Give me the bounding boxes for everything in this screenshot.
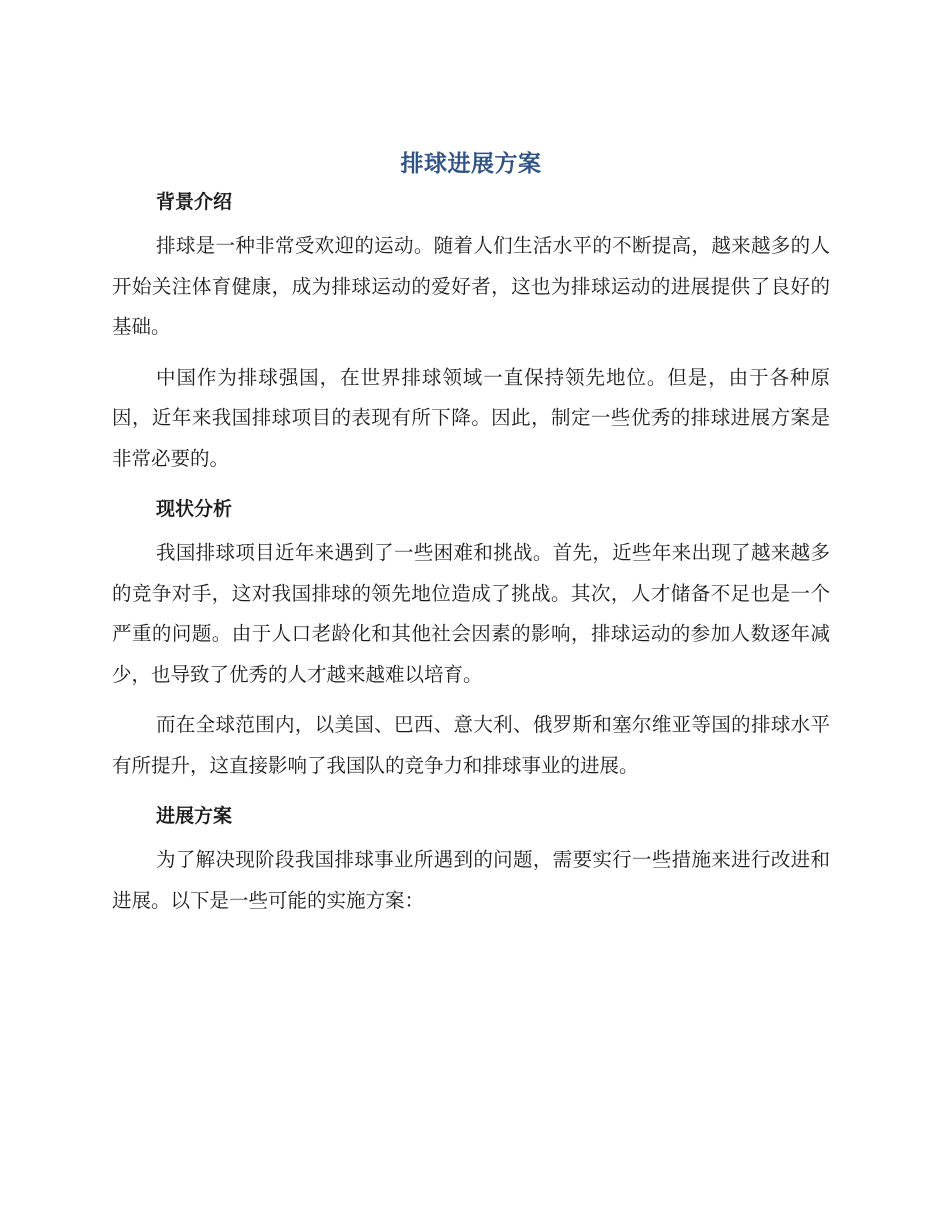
section-development-plan: [112, 802, 830, 921]
paragraph: 中国作为排球强国，在世界排球领域一直保持领先地位。但是，由于各种原因，近年来我国排球项目的表现有所下降。因此，制定一些优秀的排球进展方案是非常必要的。: [112, 365, 830, 470]
section-heading: 现状分析: [156, 498, 233, 520]
paragraph: 排球是一种非常受欢迎的运动。随着人们生活水平的不断提高，越来越多的人开始关注体育健康，成为排球运动的爱好者，这也为排球运动的进展提供了良好的基础。: [112, 234, 830, 338]
section-status-analysis: [112, 495, 830, 786]
paragraph: 我国排球项目近年来遇到了一些困难和挑战。首先，近些年来出现了越来越多的竞争对手，这对我国排球的领先地位造成了挑战。其次，人才储备不足也是一个严重的问题。由于人口老龄化和其他社会因素的影响，排球运动的参加人数逐年减少，也导致了优秀的人才越来越难以培育。: [112, 541, 830, 686]
paragraph: 而在全球范围内，以美国、巴西、意大利、俄罗斯和塞尔维亚等国的排球水平有所提升，这直接影响了我国队的竞争力和排球事业的进展。: [112, 713, 830, 777]
section-heading: 背景介绍: [156, 191, 233, 213]
document-body: [112, 146, 830, 931]
section-heading: 进展方案: [156, 805, 233, 827]
document-title: 排球进展方案: [400, 151, 542, 177]
section-background: [112, 188, 830, 479]
paragraph: 为了解决现阶段我国排球事业所遇到的问题，需要实行一些措施来进行改进和进展。以下是一些可能的实施方案：: [112, 848, 830, 912]
